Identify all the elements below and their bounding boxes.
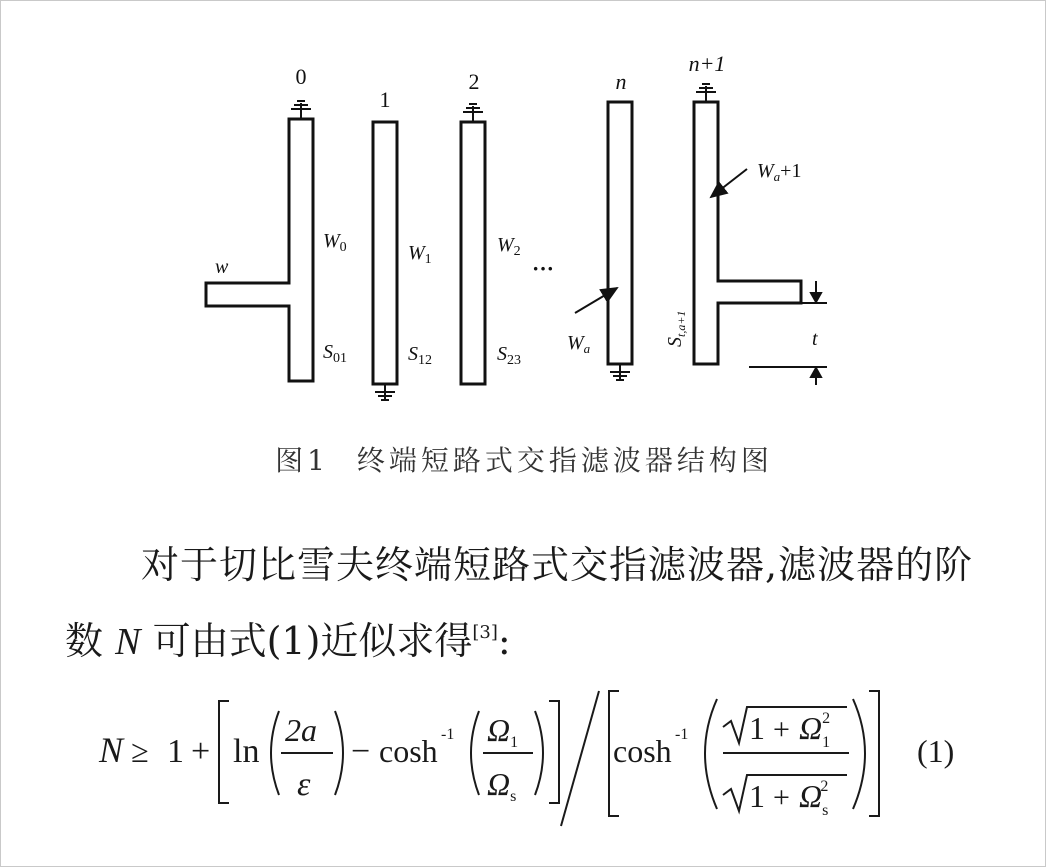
node-label: n: [615, 69, 627, 94]
filter-structure-figure: [1, 1, 1046, 421]
equation-svg: [1, 671, 1046, 861]
text-segment: 可由式(1)近似求得: [152, 619, 473, 663]
eq-inv-1: -1: [441, 726, 455, 743]
resonator-0: [206, 119, 313, 381]
node-label: 0: [295, 64, 307, 89]
ground-icon: [291, 101, 311, 118]
t-label: t: [812, 328, 818, 350]
s12-label: $S_{12}$: [408, 343, 432, 368]
wa1-arrow: [711, 169, 747, 197]
paragraph-line: [65, 609, 985, 666]
eq-rel: ≥: [131, 733, 149, 769]
ground-icon: [610, 365, 630, 380]
eq-omega-bot: $\Omega_s2$: [799, 778, 829, 819]
ground-icon: [375, 385, 395, 400]
resonator-n-plus-1: [694, 102, 801, 364]
eq-one: 1: [167, 733, 184, 770]
eq-sqrt-one-bot: 1: [749, 778, 765, 814]
variable-n: N: [115, 621, 141, 663]
w1-label: $W_1$: [408, 242, 432, 267]
equation-1: [1, 671, 1046, 861]
eq-inv-2: -1: [675, 726, 689, 743]
ground-icon: [463, 104, 483, 121]
figure-caption: [1, 439, 1046, 479]
text-segment: :: [497, 619, 511, 663]
st-label: $S_{t,a+1}$: [664, 310, 688, 347]
eq-sqrt-one-top: 1: [749, 710, 765, 746]
paragraph-line: 对于切比雪夫终端短路式交指滤波器,滤波器的阶: [141, 543, 974, 587]
figure-title: 终端短路式交指滤波器结构图: [356, 444, 773, 477]
s23-label: $S_{23}$: [497, 343, 521, 368]
s01-label: $S_{01}$: [323, 341, 347, 366]
citation-ref[interactable]: [3]: [472, 622, 498, 643]
node-label: 1: [379, 87, 391, 112]
node-label: 2: [468, 69, 480, 94]
resonator-2: [461, 122, 485, 384]
w-label: w: [215, 256, 229, 278]
filter-diagram: [1, 1, 1046, 421]
resonator-1: [373, 122, 397, 384]
eq-lhs: N: [99, 730, 124, 770]
eq-omega-1: Ω1: [487, 712, 519, 751]
ellipsis: ···: [532, 256, 555, 281]
eq-omega-s: Ωs: [487, 766, 517, 805]
wa-arrow: [575, 288, 617, 313]
text-segment: 数: [65, 619, 104, 663]
eq-plus-top: +: [773, 713, 790, 746]
eq-frac1-num: 2a: [285, 712, 317, 748]
eq-number: (1): [917, 733, 955, 769]
eq-minus: −: [351, 733, 371, 770]
eq-plus: +: [191, 733, 211, 770]
resonator-n: [608, 102, 632, 364]
eq-cosh-2: cosh: [613, 733, 672, 769]
eq-cosh-1: cosh: [379, 733, 438, 769]
w2-label: $W_2$: [497, 234, 521, 259]
w0-label: $W_0$: [323, 230, 347, 255]
wa-label: $W_a$: [567, 332, 591, 356]
wa1-label: $W_a+1$: [757, 160, 802, 184]
eq-omega-top: $\Omega_12$: [799, 710, 831, 751]
eq-plus-bot: +: [773, 781, 790, 814]
figure-number: 图1: [275, 444, 329, 477]
eq-frac1-den: ε: [297, 766, 311, 803]
node-label: n+1: [688, 51, 726, 76]
ground-icon: [696, 84, 716, 101]
eq-ln: ln: [233, 733, 260, 770]
